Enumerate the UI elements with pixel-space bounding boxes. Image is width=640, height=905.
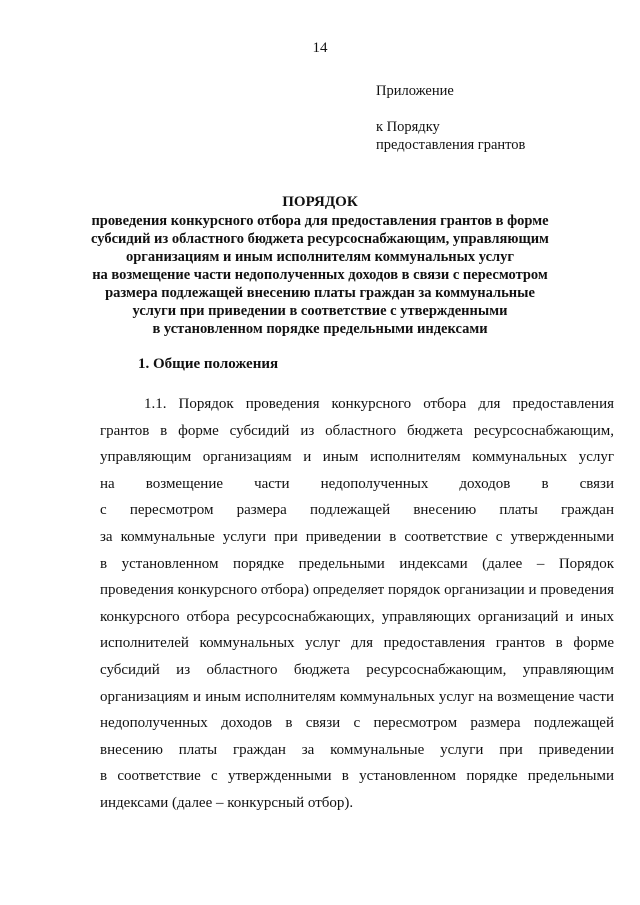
subtitle-line: в установленном порядке предельными индексами xyxy=(152,321,488,337)
paragraph-line: грантов в форме субсидий из областного бюджета ресурсоснабжающим, xyxy=(100,422,614,439)
appendix-block xyxy=(376,82,525,154)
paragraph-line: в соответствие с утвержденными в установленном порядке предельными xyxy=(100,768,614,785)
subtitle-line: субсидий из областного бюджета ресурсоснабжающим, управляющим xyxy=(91,231,549,247)
paragraph-line: на возмещение части недополученных доходов в связи xyxy=(100,475,614,492)
subtitle-line: услуги при приведении в соответствие с утвержденными xyxy=(132,303,508,319)
paragraph-1-1 xyxy=(100,391,614,817)
paragraph-line: за коммунальные услуги при приведении в соответствие с утвержденными xyxy=(100,528,614,545)
paragraph-line: в установленном порядке предельными индексами (далее – Порядок xyxy=(100,555,614,572)
paragraph-line: управляющим организациям и иным исполнителям коммунальных услуг xyxy=(100,449,614,466)
document-subtitle xyxy=(60,212,580,338)
paragraph-line: 1.1. Порядок проведения конкурсного отбора для предоставления xyxy=(144,396,614,412)
paragraph-line: исполнителей коммунальных услуг для предоставления грантов в форме xyxy=(100,635,614,652)
paragraph-line: конкурсного отбора ресурсоснабжающих, управляющих организаций и иных xyxy=(100,608,614,625)
paragraph-line: недополученных доходов в связи с пересмотром размера подлежащей xyxy=(100,715,614,732)
paragraph-line: индексами (далее – конкурсный отбор). xyxy=(100,794,354,811)
subtitle-line: проведения конкурсного отбора для предоставления грантов в форме xyxy=(91,213,549,229)
section-heading: 1. Общие положения xyxy=(138,356,279,372)
document-title: ПОРЯДОК xyxy=(282,194,358,210)
paragraph-line: с пересмотром размера подлежащей внесению платы граждан xyxy=(100,502,614,519)
subtitle-line: организациям и иным исполнителям коммунальных услуг xyxy=(125,249,515,265)
paragraph-line: внесению платы граждан за коммунальные услуги при приведении xyxy=(100,741,614,758)
appendix-label: Приложение xyxy=(376,83,454,99)
subtitle-line: на возмещение части недополученных доходов в связи с пересмотром xyxy=(92,267,548,283)
paragraph-line: субсидий из областного бюджета ресурсоснабжающим, управляющим xyxy=(100,661,614,678)
appendix-line-1: к Порядку xyxy=(376,119,440,135)
appendix-line-2: предоставления грантов xyxy=(376,137,526,153)
subtitle-line: размера подлежащей внесению платы граждан за коммунальные xyxy=(105,285,535,301)
paragraph-line: организациям и иным исполнителям коммунальных услуг на возмещение части xyxy=(100,688,614,705)
paragraph-line: проведения конкурсного отбора) определяет порядок организации и проведения xyxy=(100,582,614,599)
page-number: 14 xyxy=(312,40,328,56)
appendix-spacer xyxy=(376,100,525,118)
